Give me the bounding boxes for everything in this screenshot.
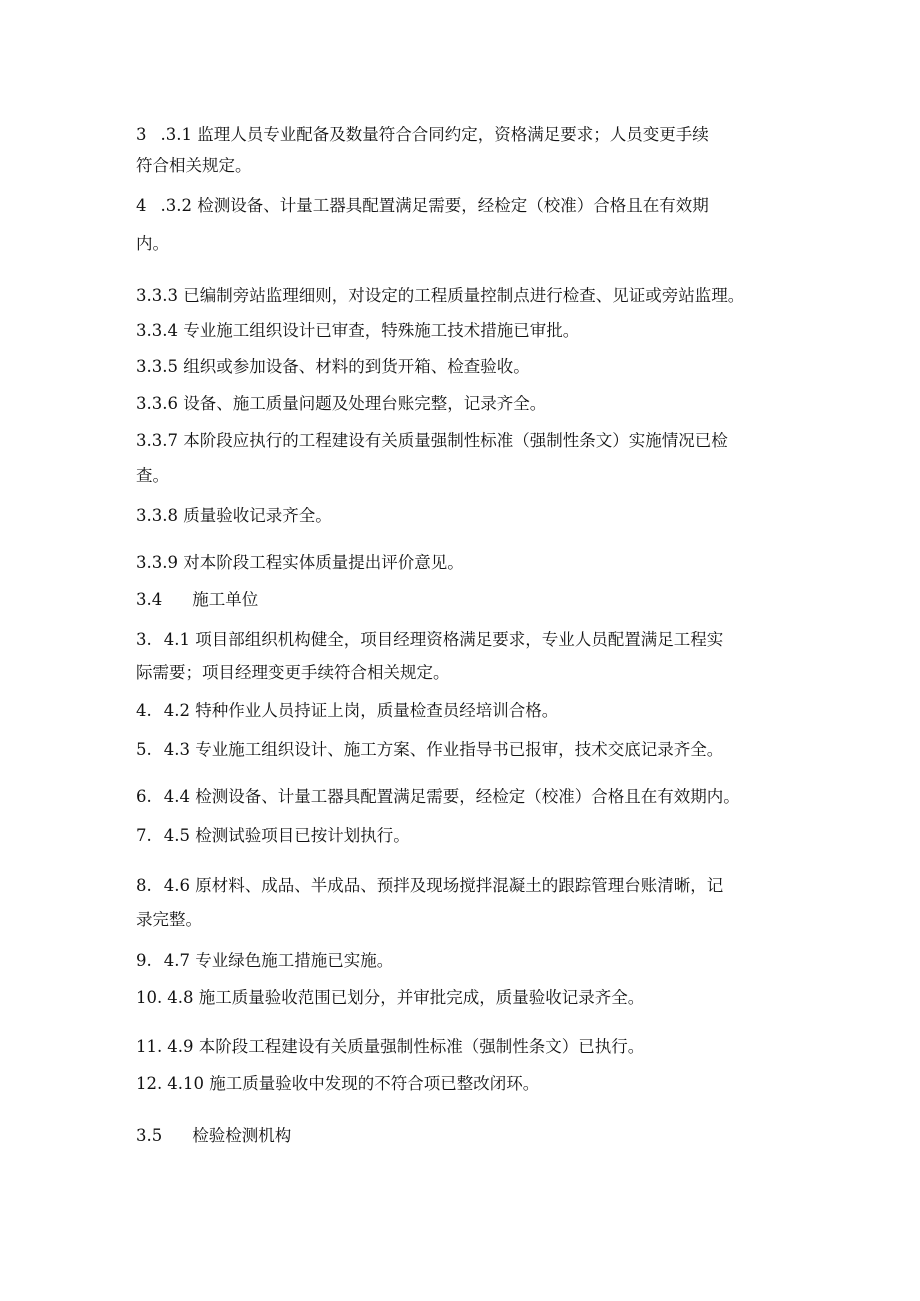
section-heading-3-5 [136,1125,291,1147]
section-number: 3.4 [136,590,163,609]
paragraph-text: 4.6 原材料、成品、半成品、预拌及现场搅拌混凝土的跟踪管理台账清晰，记 [163,876,724,895]
paragraph-text: 录完整。 [136,910,202,929]
paragraph-text: 4.7 专业绿色施工措施已实施。 [163,951,394,970]
paragraph-text: 查。 [136,466,169,485]
paragraph-text: .3.1 监理人员专业配备及数量符合合同约定，资格满足要求；人员变更手续 [160,125,709,144]
paragraph-3-4-2 [136,700,558,722]
paragraph-3-4-5 [136,825,410,847]
paragraph-text: 3.3.9 对本阶段工程实体质量提出评价意见。 [136,553,464,572]
paragraph-3-4-4 [136,786,740,808]
paragraph-text: 3.3.6 设备、施工质量问题及处理台账完整，记录齐全。 [136,394,547,413]
list-number: 3. [136,630,152,649]
section-heading-3-4 [136,589,258,611]
paragraph-3-3-5 [136,356,530,378]
paragraph-3-4-1 [136,629,723,651]
list-number: 11. [136,1037,163,1056]
paragraph-3-3-7 [136,430,728,452]
list-number: 6. [136,787,152,806]
paragraph-text: 内。 [136,234,169,253]
paragraph-3-3-1-continued [136,155,252,177]
paragraph-3-4-1-continued [136,662,450,684]
list-number: 12. [136,1074,163,1093]
paragraph-text: 3.3.7 本阶段应执行的工程建设有关质量强制性标准（强制性条文）实施情况已检 [136,431,728,450]
paragraph-text: 3.3.5 组织或参加设备、材料的到货开箱、检查验收。 [136,357,530,376]
paragraph-text: 3.3.4 专业施工组织设计已审查，特殊施工技术措施已审批。 [136,321,580,340]
paragraph-text: 3.3.8 质量验收记录齐全。 [136,506,332,525]
paragraph-3-3-6 [136,393,546,415]
paragraph-3-4-7 [136,950,393,972]
paragraph-3-3-7-continued [136,465,169,487]
paragraph-3-4-6 [136,875,723,897]
paragraph-text: 4.10 施工质量验收中发现的不符合项已整改闭环。 [167,1074,540,1093]
section-title: 检验检测机构 [192,1126,292,1145]
section-title: 施工单位 [192,590,259,609]
paragraph-3-4-10 [136,1073,539,1095]
list-number: 7. [136,826,152,845]
paragraph-text: 4.9 本阶段工程建设有关质量强制性标准（强制性条文）已执行。 [167,1037,645,1056]
paragraph-text: 符合相关规定。 [136,156,252,175]
paragraph-text: 4.2 特种作业人员持证上岗，质量检查员经培训合格。 [163,701,559,720]
list-number: 5. [136,740,152,759]
paragraph-3-4-8 [136,987,644,1009]
paragraph-text: 4.3 专业施工组织设计、施工方案、作业指导书已报审，技术交底记录齐全。 [163,740,724,759]
paragraph-3-4-3 [136,739,723,761]
list-number: 8. [136,876,152,895]
paragraph-3-3-4 [136,320,579,342]
paragraph-text: .3.2 检测设备、计量工器具配置满足需要，经检定（校准）合格且在有效期 [160,196,709,215]
list-number: 10. [136,988,163,1007]
paragraph-3-4-9 [136,1036,644,1058]
section-number: 3.5 [136,1126,163,1145]
paragraph-3-3-1 [136,124,709,146]
paragraph-3-3-9 [136,552,464,574]
list-number: 3 [136,125,147,144]
paragraph-text: 际需要；项目经理变更手续符合相关规定。 [136,663,450,682]
paragraph-text: 3.3.3 已编制旁站监理细则，对设定的工程质量控制点进行检查、见证或旁站监理。 [136,286,745,305]
paragraph-3-3-2-continued [136,233,169,255]
paragraph-text: 4.5 检测试验项目已按计划执行。 [163,826,410,845]
paragraph-3-3-3 [136,285,744,307]
list-number: 9. [136,951,152,970]
list-number: 4 [136,196,147,215]
list-number: 4. [136,701,152,720]
paragraph-3-3-2 [136,195,709,217]
paragraph-3-4-6-continued [136,909,202,931]
paragraph-3-3-8 [136,505,332,527]
paragraph-text: 4.8 施工质量验收范围已划分，并审批完成，质量验收记录齐全。 [167,988,645,1007]
paragraph-text: 4.1 项目部组织机构健全，项目经理资格满足要求，专业人员配置满足工程实 [163,630,724,649]
paragraph-text: 4.4 检测设备、计量工器具配置满足需要，经检定（校准）合格且在有效期内。 [163,787,740,806]
